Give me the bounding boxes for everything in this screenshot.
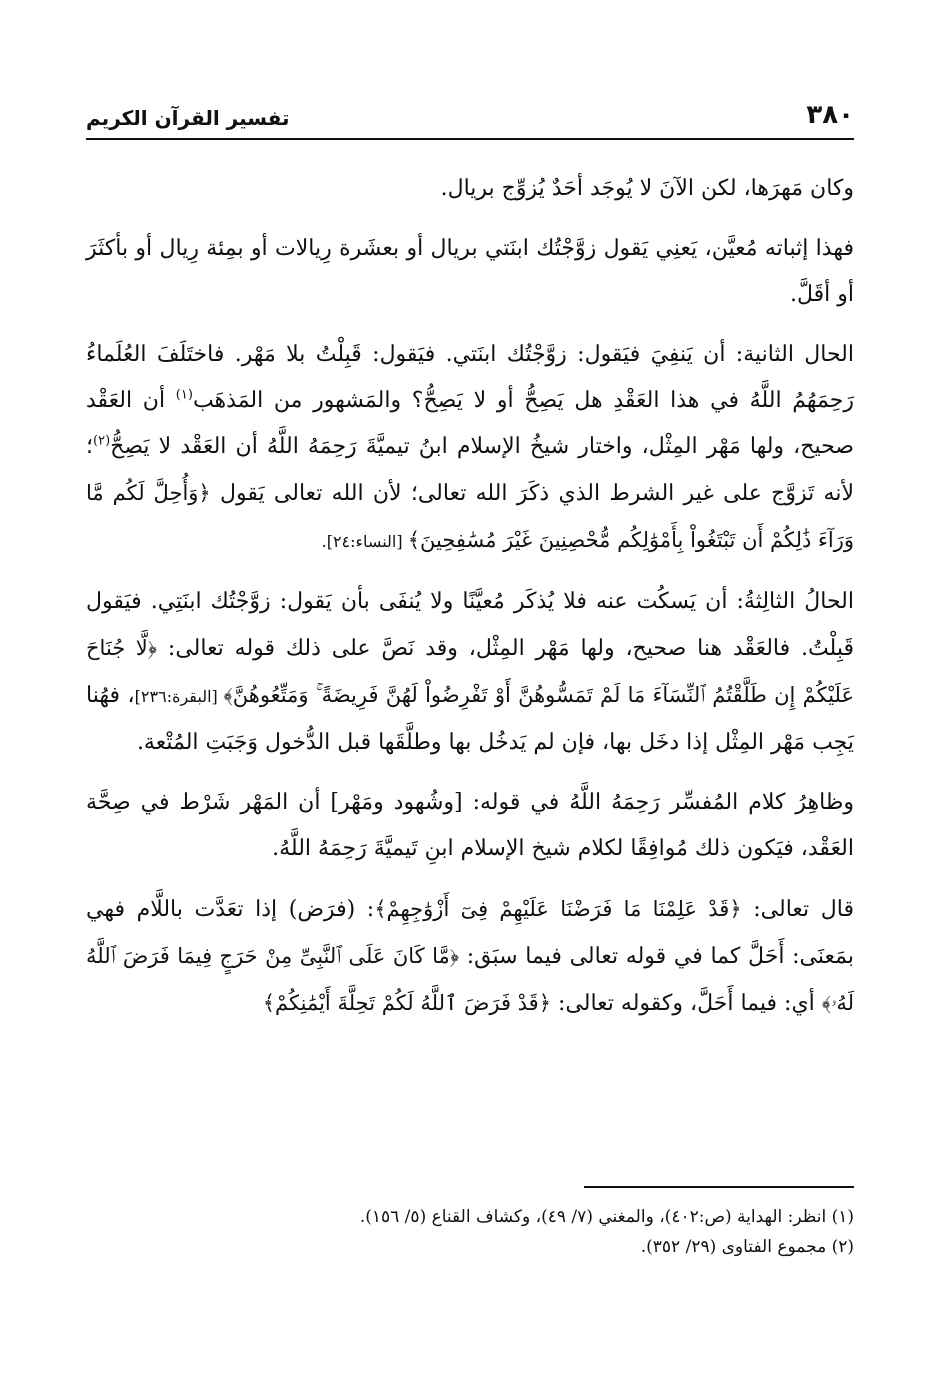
text-segment: ؛ لأنه تَزوَّج على غير الشرط الذي ذكَرَ الله تعالى؛ لأن الله تعالى يَقول bbox=[86, 434, 854, 506]
paragraph-3 bbox=[86, 332, 854, 565]
page-number: ٣٨٠ bbox=[806, 100, 854, 130]
paragraph-1: وكان مَهرَها، لكن الآنَ لا يُوجَد أحَدٌ يُزوِّج بريال. bbox=[440, 176, 854, 201]
text-segment: أي: فيما أَحَلَّ، وكقوله تعالى: bbox=[551, 991, 822, 1016]
footnote-marker-1: (١) bbox=[175, 387, 193, 403]
verse-reference: [النساء:٢٤]. bbox=[321, 532, 408, 551]
running-title: تفسير القرآن الكريم bbox=[86, 106, 290, 130]
paragraph-6 bbox=[86, 886, 854, 1027]
footnote-1: (١) انظر: الهداية (ص:٤٠٢)، والمغني (٧/ ٤٩)، وكشاف القناع (٥/ ١٥٦). bbox=[359, 1207, 854, 1227]
quran-verse: ﴿لَّا جُنَاحَ عَلَيْكُمْ إِن طَلَّقْتُمُ ٱلنِّسَآءَ مَا لَمْ تَمَسُّوهُنَّ أَوْ تَفْرِضُواْ لَهُنَّ فَرِيضَةً ۚ وَمَتِّعُوهُنَّ﴾ bbox=[86, 636, 855, 707]
paragraph-2: فهذا إثباته مُعيَّن، يَعنِي يَقول زوَّجْتُك ابنَتي بريال أو بعشَرة رِيالات أو بمِئة رِيال أو بأكثَرَ أو أقَلَّ. bbox=[86, 236, 854, 307]
quran-verse: ﴿قَدْ فَرَضَ ٱللَّهُ لَكُمْ تَحِلَّةَ أَيْمَٰنِكُمْ﴾ bbox=[262, 991, 552, 1015]
footnote-marker-2: (٢) bbox=[93, 433, 111, 449]
text-segment: الحال الثانية: أن يَنفِيَ فيَقول: زوَّجْتُك ابنَتي. فيَقول: قَبِلْتُ بلا مَهْر. فاختَلَفَ العُلَماءُ رَحِمَهُمُ اللَّهُ في هذا العَقْدِ هل يَصِحُّ أو لا يَصِحُّ؟ والمَشهور من المَذهَب bbox=[86, 342, 854, 413]
main-text bbox=[86, 166, 854, 1041]
footnote-2: (٢) مجموع الفتاوى (٢٩/ ٣٥٢). bbox=[640, 1237, 854, 1257]
page-header bbox=[86, 88, 854, 140]
quran-verse: ﴿قَدْ عَلِمْنَا مَا فَرَضْنَا عَلَيْهِمْ فِىٓ أَزْوَٰجِهِمْ﴾ bbox=[374, 897, 742, 921]
quran-verse: ﴿وَأُحِلَّ لَكُم مَّا وَرَآءَ ذَٰلِكُمْ أَن تَبْتَغُواْ بِأَمْوَٰلِكُم مُّحْصِنِينَ غَيْرَ مُسَٰفِحِينَ﴾ bbox=[86, 481, 854, 552]
quran-verse: ﴿مَّا كَانَ عَلَى ٱلنَّبِىِّ مِنْ حَرَجٍ فِيمَا فَرَضَ ٱللَّهُ لَهُۥ﴾ bbox=[86, 944, 854, 1015]
text-segment: الحالُ الثالِثةُ: أن يَسكُت عنه فلا يُذكَر مُعيَّنًا ولا يُنفَى بأن يَقول: زوَّجْتُك ابنَتِي. فيَقول قَبِلْتُ. فالعَقْد هنا صحيح، ولها مَهْر المِثْل، وقد نَصَّ على ذلك قوله تعالى: bbox=[86, 589, 854, 661]
footnote-divider bbox=[584, 1186, 854, 1188]
text-segment: قال تعالى: bbox=[741, 897, 854, 922]
text-segment: أن العَقْد صحيح، ولها مَهْر المِثْل، واختار شيخُ الإسلام ابنُ تيميَّةَ رَحِمَهُ اللَّهُ أن العَقْد لا يَصِحُّ bbox=[86, 388, 854, 459]
paragraph-5: وظاهِرُ كلام المُفسِّر رَحِمَهُ اللَّهُ في قوله: [وشُهود ومَهْر] أن المَهْر شَرْط في صِحَّة العَقْد، فيَكون ذلك مُوافِقًا لكلام شيخ الإسلام ابنِ تَيميَّةَ رَحِمَهُ اللَّهُ. bbox=[86, 790, 854, 861]
paragraph-4 bbox=[86, 579, 854, 766]
verse-reference: [البقرة:٢٣٦] bbox=[134, 687, 224, 706]
text-segment: ، فهُنا يَجِب مَهْر المِثْل إذا دخَل بها، فإن لم يَدخُل بها وطلَّقَها قبل الدُّخول وَجَبَتِ المُتْعة. bbox=[86, 683, 854, 755]
text-segment: : (فرَض) إذا تعَدَّت باللَّام فهي بمَعنَى: أَحَلَّ كما في قوله تعالى فيما سبَق: bbox=[86, 897, 854, 969]
footnotes bbox=[86, 1202, 854, 1262]
